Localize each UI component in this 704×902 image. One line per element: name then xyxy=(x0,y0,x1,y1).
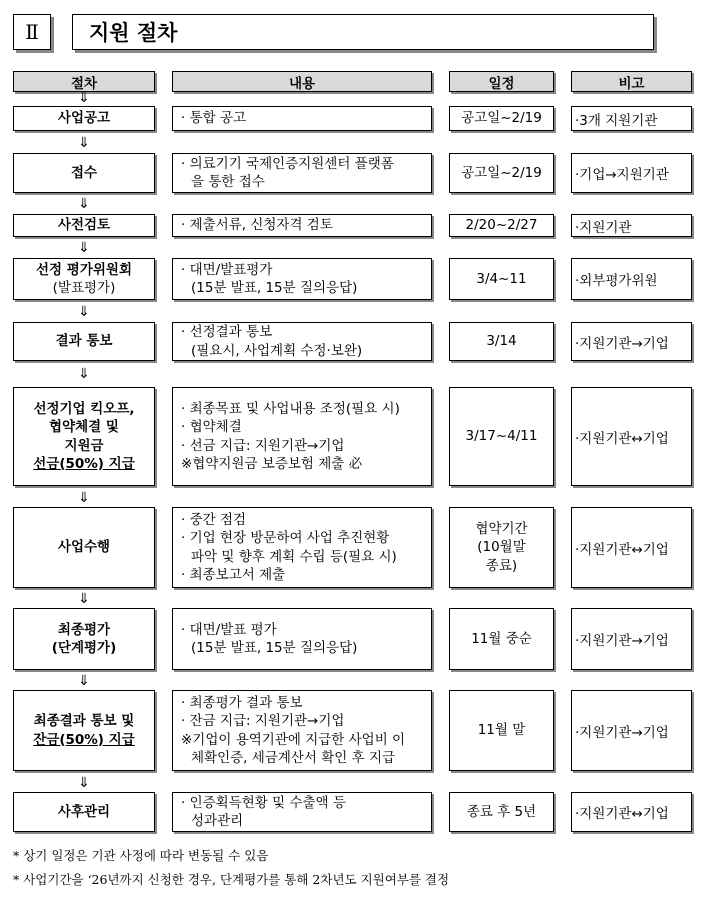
down-arrow-icon: ⇓ xyxy=(78,775,90,791)
note-text: ·지원기관↔기업 xyxy=(575,430,669,447)
schedule-box xyxy=(449,608,554,670)
content-line: · 통합 공고 xyxy=(181,110,247,127)
schedule-box xyxy=(449,214,554,237)
step-label: 선정기업 킥오프, xyxy=(33,401,135,418)
schedule-text: 3/17~4/11 xyxy=(465,428,538,445)
schedule-text: 종료 후 5년 xyxy=(466,803,537,820)
note-text: ·3개 지원기관 xyxy=(575,112,658,129)
note-text: ·지원기관→기업 xyxy=(575,633,669,649)
step-label: 선정 평가위원회 xyxy=(36,261,132,278)
schedule-text: 종료) xyxy=(485,557,518,574)
content-line: · 대면/발표평가 xyxy=(181,261,273,278)
schedule-box xyxy=(449,507,554,588)
footnote-1: * 상기 일정은 기관 사정에 따라 변동될 수 있음 xyxy=(13,848,269,863)
content-box xyxy=(172,792,432,832)
content-line: (15분 발표, 15분 질의응답) xyxy=(191,640,358,656)
note-box xyxy=(571,106,692,131)
schedule-text: 협약기간 xyxy=(475,521,528,538)
header-content: 내용 xyxy=(172,71,432,92)
down-arrow-icon: ⇓ xyxy=(78,196,90,212)
content-line: · 최종평가 결과 통보 xyxy=(181,695,303,712)
content-box xyxy=(172,322,432,361)
note-text: ·외부평가위원 xyxy=(575,273,658,289)
section-number: Ⅱ xyxy=(13,14,51,50)
down-arrow-icon: ⇓ xyxy=(78,304,90,320)
down-arrow-icon: ⇓ xyxy=(78,673,90,689)
step-label: 사업수행 xyxy=(57,539,111,556)
step-box xyxy=(13,153,155,193)
content-line: · 협약체결 xyxy=(181,419,242,436)
content-line: · 중간 점검 xyxy=(181,512,247,529)
footnote-2: * 사업기간을 ‘26년까지 신청한 경우, 단계평가를 통해 2차년도 지원여부를 결정 xyxy=(13,872,450,887)
step-box xyxy=(13,106,155,131)
step-label: 최종평가 xyxy=(57,621,111,638)
section-title: 지원 절차 xyxy=(72,14,654,50)
header-note: 비고 xyxy=(571,71,692,92)
note-text: ·지원기관 xyxy=(575,219,632,236)
step-box xyxy=(13,608,155,670)
down-arrow-icon: ⇓ xyxy=(78,135,90,151)
content-line: · 의료기기 국제인증지원센터 플랫폼 xyxy=(181,155,394,172)
content-box xyxy=(172,608,432,670)
content-line: · 최종목표 및 사업내용 조정(필요 시) xyxy=(181,401,400,418)
down-arrow-icon: ⇓ xyxy=(78,490,90,506)
content-box xyxy=(172,258,432,300)
content-box xyxy=(172,106,432,131)
schedule-text: 3/14 xyxy=(486,333,517,350)
step-box xyxy=(13,258,155,300)
content-line: · 인증획득현황 및 수출액 등 xyxy=(181,794,346,811)
step-label: 최종결과 통보 및 xyxy=(33,713,135,730)
note-box xyxy=(571,153,692,193)
content-line: ※기업이 용역기관에 지급한 사업비 이 xyxy=(181,731,406,748)
content-line: 성과관리 xyxy=(191,813,244,829)
schedule-box xyxy=(449,387,554,486)
content-line: · 선정결과 통보 xyxy=(181,324,273,341)
step-label: 지원금 xyxy=(64,437,104,454)
schedule-box xyxy=(449,106,554,131)
note-box xyxy=(571,214,692,237)
schedule-text: 3/4~11 xyxy=(476,270,527,287)
step-box xyxy=(13,792,155,832)
step-box xyxy=(13,214,155,237)
content-line: (15분 발표, 15분 질의응답) xyxy=(191,280,358,296)
schedule-box xyxy=(449,792,554,832)
content-line: · 제출서류, 신청자격 검토 xyxy=(181,217,333,234)
note-box xyxy=(571,792,692,832)
header-step: 절차 xyxy=(13,71,155,92)
step-label-underlined: 잔금(50%) 지급 xyxy=(33,731,135,748)
down-arrow-icon: ⇓ xyxy=(78,90,90,106)
schedule-text: 공고일~2/19 xyxy=(461,110,542,127)
step-label: 접수 xyxy=(70,164,98,181)
note-text: ·지원기관→기업 xyxy=(575,724,669,741)
content-line: 체확인증, 세금계산서 확인 후 지급 xyxy=(191,749,396,766)
schedule-text: 2/20~2/27 xyxy=(465,217,538,234)
note-box xyxy=(571,507,692,588)
step-label: 사업공고 xyxy=(57,110,111,127)
schedule-text: (10월말 xyxy=(477,539,526,556)
content-line: · 대면/발표 평가 xyxy=(181,621,277,638)
content-box xyxy=(172,507,432,588)
content-box xyxy=(172,690,432,771)
down-arrow-icon: ⇓ xyxy=(78,366,90,382)
note-text: ·지원기관→기업 xyxy=(575,335,669,352)
content-line: · 기업 현장 방문하여 사업 추진현황 xyxy=(181,530,390,547)
content-line: · 잔금 지급: 지원기관→기업 xyxy=(181,713,345,730)
content-line: (필요시, 사업계획 수정·보완) xyxy=(191,342,363,359)
content-line: ※협약지원금 보증보험 제출 必 xyxy=(181,455,363,472)
schedule-box xyxy=(449,153,554,193)
content-line: · 선금 지급: 지원기관→기업 xyxy=(181,437,345,454)
step-label-underlined: 선금(50%) 지급 xyxy=(33,455,135,472)
schedule-box xyxy=(449,690,554,771)
step-label: 사전검토 xyxy=(57,217,111,234)
note-text: ·지원기관↔기업 xyxy=(575,541,669,558)
step-label: 사후관리 xyxy=(57,803,111,820)
step-box xyxy=(13,690,155,771)
schedule-text: 11월 중순 xyxy=(471,630,532,647)
down-arrow-icon: ⇓ xyxy=(78,240,90,256)
content-line: · 최종보고서 제출 xyxy=(181,566,286,583)
content-box xyxy=(172,387,432,486)
schedule-box xyxy=(449,258,554,300)
content-box xyxy=(172,214,432,237)
down-arrow-icon: ⇓ xyxy=(78,591,90,607)
note-text: ·기업→지원기관 xyxy=(575,167,669,183)
note-box xyxy=(571,608,692,670)
step-label: 결과 통보 xyxy=(55,333,113,350)
step-label: 협약체결 및 xyxy=(49,419,119,436)
step-label: (단계평가) xyxy=(51,640,117,656)
note-text: ·지원기관↔기업 xyxy=(575,806,669,822)
note-box xyxy=(571,387,692,486)
header-schedule: 일정 xyxy=(449,71,554,92)
content-box xyxy=(172,153,432,193)
step-box xyxy=(13,387,155,486)
content-line: 을 통한 접수 xyxy=(191,174,265,190)
note-box xyxy=(571,322,692,361)
content-line: 파악 및 향후 계획 수립 등(필요 시) xyxy=(191,548,397,565)
schedule-text: 11월 말 xyxy=(477,722,526,739)
schedule-text: 공고일~2/19 xyxy=(461,164,542,181)
step-box xyxy=(13,507,155,588)
step-sublabel: (발표평가) xyxy=(52,280,116,296)
schedule-box xyxy=(449,322,554,361)
note-box xyxy=(571,258,692,300)
note-box xyxy=(571,690,692,771)
step-box xyxy=(13,322,155,361)
